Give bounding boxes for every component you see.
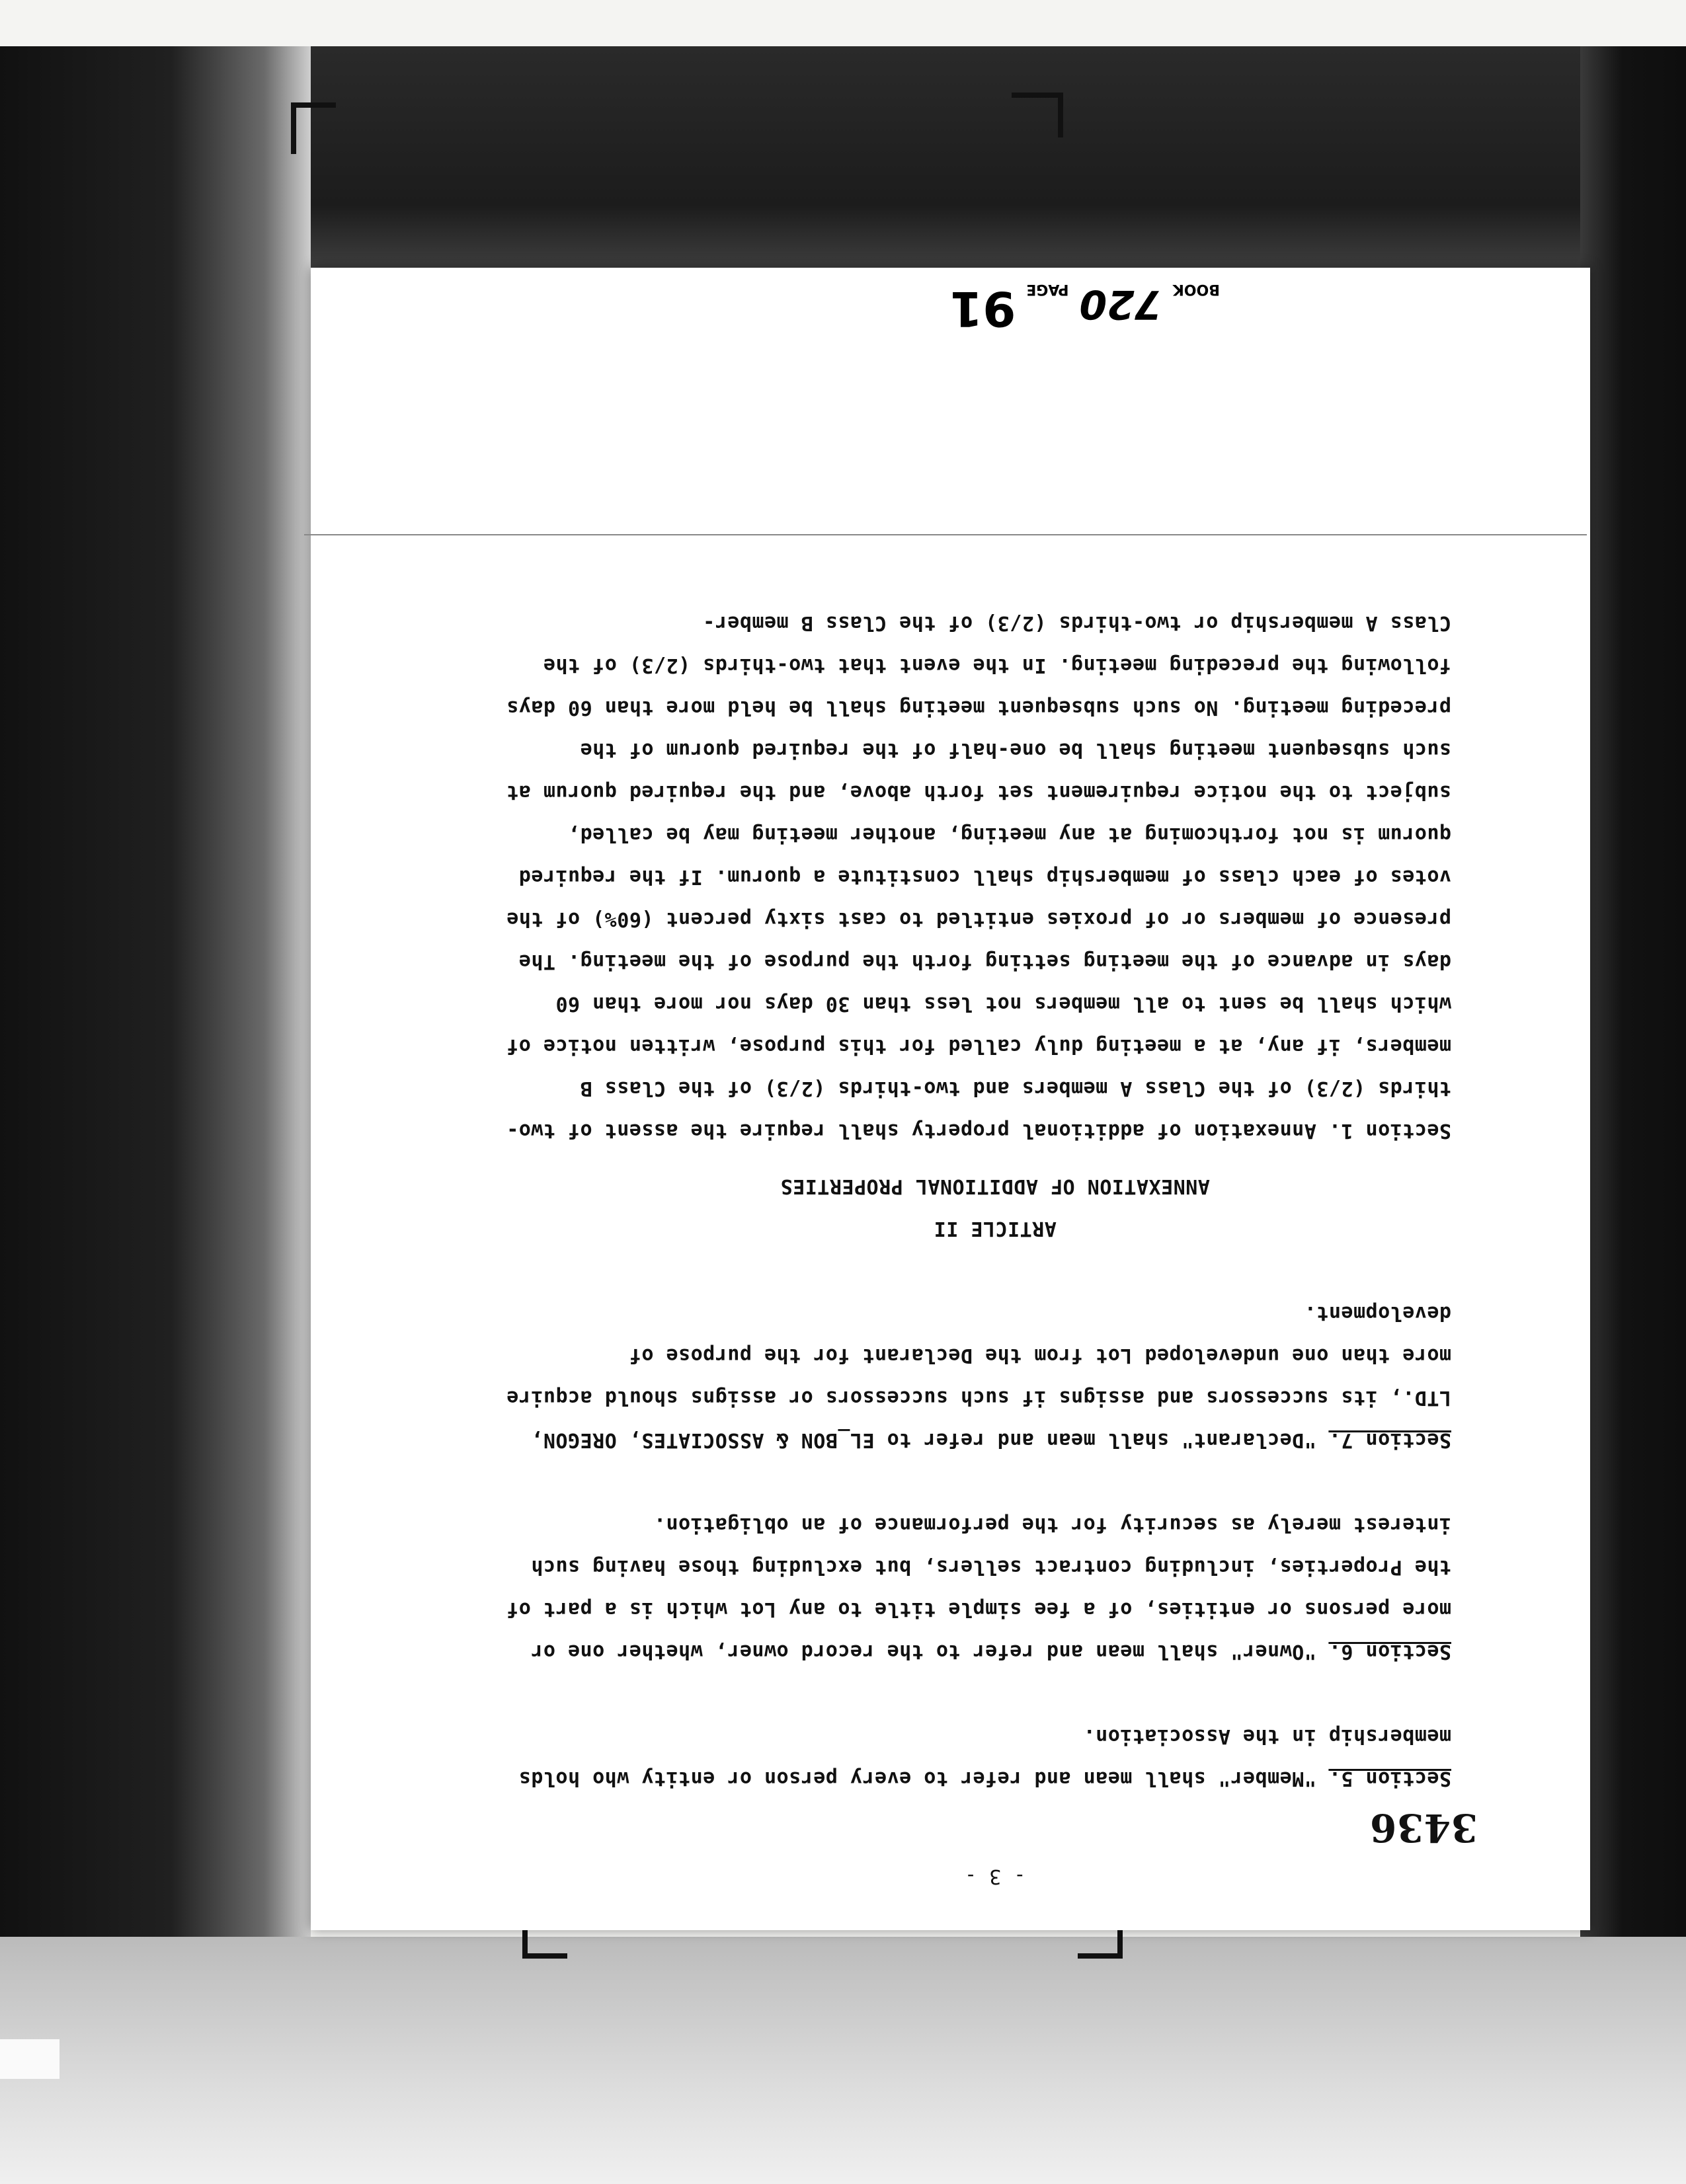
article-title: ANNEXATION OF ADDITIONAL PROPERTIES [780,1175,1210,1198]
page-label: PAGE [1026,281,1069,297]
document-number: 3436 [1369,1805,1478,1850]
crop-mark-top-left [291,102,336,154]
scan-background-left [0,46,311,2181]
definition-owner [499,1503,1491,1672]
section-label: Section 5. [1328,1767,1451,1790]
scan-hairline [304,534,1587,535]
book-number: 720 [1079,281,1162,327]
page-content [499,559,1491,1897]
document-page [311,268,1590,1930]
page-value: 91 [949,281,1016,336]
section-text: "Owner" shall mean and refer to the record owner, whether one or more persons or entities, of a fee simple title to any Lot which is a part of the Properties, including contract sellers, but excluding those having such interest merely as security for the performance of an obligation. [506,1513,1451,1663]
annexation-section [499,602,1491,1151]
section-label: Section 6. [1328,1640,1451,1663]
article-number: ARTICLE II [934,1217,1057,1240]
definition-declarant [499,1292,1491,1461]
crop-mark-top-right [1012,93,1063,137]
scan-background-right [1580,46,1686,2181]
recording-stamp [949,281,1220,336]
section-label: Section 1. [1328,1119,1451,1142]
section-label: Section 7. [1328,1428,1451,1452]
definition-member [499,1715,1491,1799]
scan-white-patch [0,2039,60,2079]
section-text: "Declarant" shall mean and refer to EL_BON & ASSOCIATES, OREGON, LTD., its successors and assigns if such successors or assigns should acquire more than one undeveloped Lot from the Declarant for the purpose of development. [506,1302,1451,1452]
section-text: "Member" shall mean and refer to every person or entity who holds membership in the Association. [518,1725,1451,1790]
book-label: BOOK [1172,281,1220,297]
section-text: Annexation of additional property shall require the assent of two-thirds (2/3) of the Class A members and two-thirds (2/3) of the Class B members, if any, at a meeting duly called for this purpose, written notice of which shall be sent to all members not less than 30 days nor more than 60 days in advance of the meeting setting forth the purpose of the meeting. The presence of members or of proxies entitled to cast sixty percent (60%) of the votes of each class of membership shall constitute a quorum. If the required quorum is not forthcoming at any meeting, another meeting may be called, subject to the notice requirement set forth above, and the required quorum at such subsequent meeting shall be one-half of the required quorum of the preceding meeting. No such subsequent meeting shall be held more than 60 days following the preceding meeting. In the event that two-thirds (2/3) of the Class A membership or two-thirds (2/3) of the Class B member- [506,611,1451,1142]
scan-background-bottom [0,1937,1686,2184]
page-number: - 3 - [964,1865,1026,1888]
